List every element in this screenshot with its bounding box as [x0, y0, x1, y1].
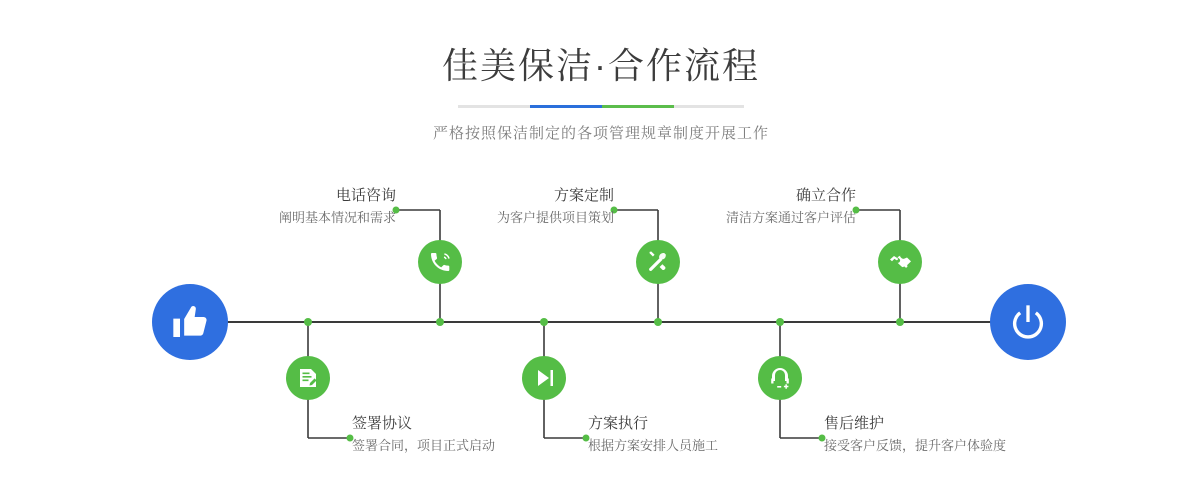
step-label-3 — [408, 186, 614, 228]
step-node-1[interactable] — [418, 240, 462, 284]
document-edit-icon — [296, 366, 320, 390]
page-title: 佳美保洁·合作流程 — [442, 45, 760, 86]
step-desc-6: 接受客户反馈，提升客户体验度 — [824, 438, 1007, 453]
step-label-5 — [650, 186, 856, 228]
step-title-5: 确立合作 — [795, 187, 856, 204]
step-label-4 — [588, 414, 718, 456]
title-divider — [458, 105, 744, 108]
step-node-5[interactable] — [878, 240, 922, 284]
step-title-3: 方案定制 — [553, 187, 614, 204]
step-title-6: 售后维护 — [824, 415, 885, 432]
play-next-icon — [532, 366, 556, 390]
step-node-4[interactable] — [522, 356, 566, 400]
divider-segment-green — [602, 105, 674, 108]
thumbs-up-icon — [170, 302, 210, 342]
headset-support-icon — [768, 366, 792, 390]
end-endpoint — [990, 284, 1066, 360]
step-desc-5: 清洁方案通过客户评估 — [725, 210, 856, 225]
step-title-4: 方案执行 — [588, 415, 649, 432]
page-subtitle: 严格按照保洁制定的各项管理规章制度开展工作 — [432, 125, 769, 142]
step-title-1: 电话咨询 — [335, 187, 396, 204]
divider-segment-blue — [530, 105, 602, 108]
tools-icon — [646, 250, 670, 274]
start-endpoint — [152, 284, 228, 360]
power-icon — [1008, 302, 1048, 342]
step-desc-4: 根据方案安排人员施工 — [588, 438, 719, 453]
step-node-6[interactable] — [758, 356, 802, 400]
header — [0, 0, 1202, 143]
process-flow-diagram — [0, 150, 1202, 502]
step-label-1 — [190, 186, 396, 228]
step-node-2[interactable] — [286, 356, 330, 400]
step-label-2 — [352, 414, 495, 456]
handshake-icon — [888, 250, 912, 274]
step-desc-1: 阐明基本情况和需求 — [278, 210, 396, 225]
step-desc-2: 签署合同，项目正式启动 — [352, 438, 496, 453]
step-node-3[interactable] — [636, 240, 680, 284]
step-label-6 — [824, 414, 1006, 456]
phone-icon — [428, 250, 452, 274]
step-title-2: 签署协议 — [352, 415, 413, 432]
step-desc-3: 为客户提供项目策划 — [496, 210, 614, 225]
